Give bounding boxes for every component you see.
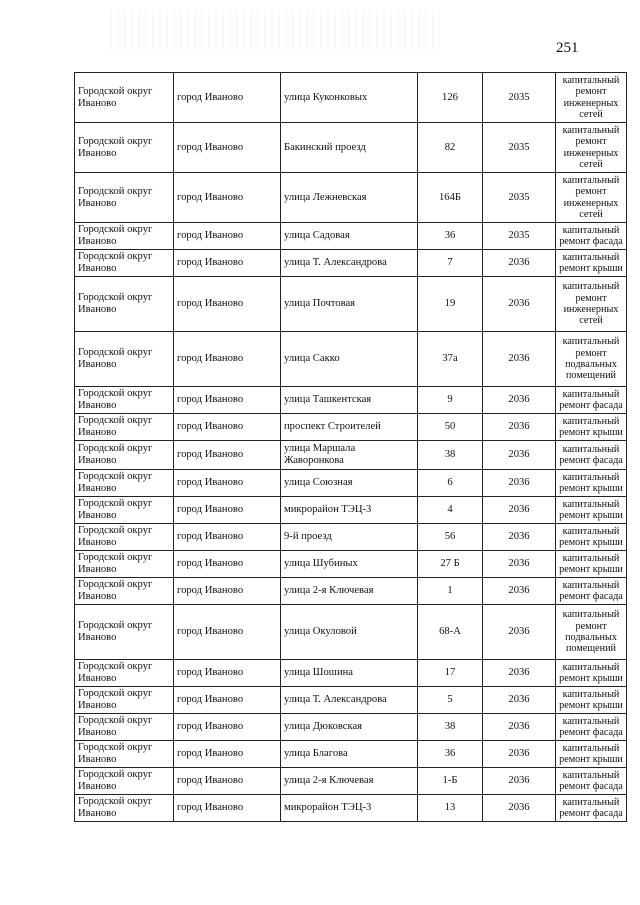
year-cell: 2036: [483, 714, 556, 741]
work-type-cell: капитальный ремонт инженерных сетей: [556, 73, 627, 123]
year-cell: 2036: [483, 387, 556, 414]
scan-artifact: [110, 10, 440, 50]
year-cell: 2036: [483, 687, 556, 714]
street-cell: 9-й проезд: [281, 524, 418, 551]
table-row: [75, 470, 627, 497]
work-type-cell: капитальный ремонт крыши: [556, 250, 627, 277]
table-row: [75, 123, 627, 173]
year-cell: 2036: [483, 578, 556, 605]
house-number-cell: 68-А: [418, 605, 483, 660]
house-number-cell: 50: [418, 414, 483, 441]
street-cell: улица Т. Александрова: [281, 687, 418, 714]
year-cell: 2036: [483, 470, 556, 497]
table-body: [75, 73, 627, 822]
street-cell: улица Союзная: [281, 470, 418, 497]
settlement-cell: город Иваново: [174, 687, 281, 714]
street-cell: улица Куконковых: [281, 73, 418, 123]
house-number-cell: 6: [418, 470, 483, 497]
house-number-cell: 19: [418, 277, 483, 332]
house-number-cell: 126: [418, 73, 483, 123]
table-row: [75, 660, 627, 687]
table-row: [75, 414, 627, 441]
work-type-cell: капитальный ремонт крыши: [556, 414, 627, 441]
municipality-cell: Городской округ Иваново: [75, 687, 174, 714]
house-number-cell: 164Б: [418, 173, 483, 223]
municipality-cell: Городской округ Иваново: [75, 277, 174, 332]
year-cell: 2036: [483, 741, 556, 768]
work-type-cell: капитальный ремонт крыши: [556, 741, 627, 768]
street-cell: улица Ташкентская: [281, 387, 418, 414]
table-row: [75, 605, 627, 660]
street-cell: улица Благова: [281, 741, 418, 768]
settlement-cell: город Иваново: [174, 277, 281, 332]
house-number-cell: 7: [418, 250, 483, 277]
work-type-cell: капитальный ремонт крыши: [556, 524, 627, 551]
municipality-cell: Городской округ Иваново: [75, 714, 174, 741]
settlement-cell: город Иваново: [174, 605, 281, 660]
municipality-cell: Городской округ Иваново: [75, 497, 174, 524]
work-type-cell: капитальный ремонт крыши: [556, 687, 627, 714]
year-cell: 2036: [483, 441, 556, 470]
municipality-cell: Городской округ Иваново: [75, 387, 174, 414]
house-number-cell: 1-Б: [418, 768, 483, 795]
street-cell: улица Окуловой: [281, 605, 418, 660]
municipality-cell: Городской округ Иваново: [75, 441, 174, 470]
settlement-cell: город Иваново: [174, 123, 281, 173]
work-type-cell: капитальный ремонт подвальных помещений: [556, 605, 627, 660]
settlement-cell: город Иваново: [174, 497, 281, 524]
municipality-cell: Городской округ Иваново: [75, 414, 174, 441]
settlement-cell: город Иваново: [174, 387, 281, 414]
house-number-cell: 82: [418, 123, 483, 173]
street-cell: Бакинский проезд: [281, 123, 418, 173]
table-row: [75, 741, 627, 768]
year-cell: 2036: [483, 250, 556, 277]
house-number-cell: 4: [418, 497, 483, 524]
year-cell: 2036: [483, 605, 556, 660]
year-cell: 2035: [483, 223, 556, 250]
municipality-cell: Городской округ Иваново: [75, 795, 174, 822]
street-cell: улица Лежневская: [281, 173, 418, 223]
table-row: [75, 551, 627, 578]
work-type-cell: капитальный ремонт инженерных сетей: [556, 123, 627, 173]
work-type-cell: капитальный ремонт подвальных помещений: [556, 332, 627, 387]
year-cell: 2036: [483, 497, 556, 524]
table-row: [75, 173, 627, 223]
settlement-cell: город Иваново: [174, 795, 281, 822]
house-number-cell: 38: [418, 441, 483, 470]
table-row: [75, 524, 627, 551]
house-number-cell: 13: [418, 795, 483, 822]
work-type-cell: капитальный ремонт инженерных сетей: [556, 277, 627, 332]
work-type-cell: капитальный ремонт крыши: [556, 497, 627, 524]
street-cell: улица 2-я Ключевая: [281, 768, 418, 795]
work-type-cell: капитальный ремонт фасада: [556, 714, 627, 741]
settlement-cell: город Иваново: [174, 173, 281, 223]
year-cell: 2036: [483, 660, 556, 687]
municipality-cell: Городской округ Иваново: [75, 332, 174, 387]
table-row: [75, 768, 627, 795]
house-number-cell: 36: [418, 741, 483, 768]
municipality-cell: Городской округ Иваново: [75, 223, 174, 250]
settlement-cell: город Иваново: [174, 73, 281, 123]
year-cell: 2036: [483, 332, 556, 387]
street-cell: улица Дюковская: [281, 714, 418, 741]
year-cell: 2035: [483, 123, 556, 173]
municipality-cell: Городской округ Иваново: [75, 768, 174, 795]
work-type-cell: капитальный ремонт фасада: [556, 768, 627, 795]
house-number-cell: 36: [418, 223, 483, 250]
year-cell: 2035: [483, 173, 556, 223]
table-row: [75, 250, 627, 277]
settlement-cell: город Иваново: [174, 414, 281, 441]
year-cell: 2035: [483, 73, 556, 123]
house-number-cell: 17: [418, 660, 483, 687]
year-cell: 2036: [483, 551, 556, 578]
house-number-cell: 1: [418, 578, 483, 605]
table-row: [75, 578, 627, 605]
house-number-cell: 5: [418, 687, 483, 714]
street-cell: улица Шошина: [281, 660, 418, 687]
table-row: [75, 277, 627, 332]
house-number-cell: 37а: [418, 332, 483, 387]
year-cell: 2036: [483, 795, 556, 822]
work-type-cell: капитальный ремонт крыши: [556, 551, 627, 578]
table-row: [75, 332, 627, 387]
settlement-cell: город Иваново: [174, 470, 281, 497]
table-row: [75, 441, 627, 470]
year-cell: 2036: [483, 768, 556, 795]
municipality-cell: Городской округ Иваново: [75, 741, 174, 768]
municipality-cell: Городской округ Иваново: [75, 73, 174, 123]
house-number-cell: 38: [418, 714, 483, 741]
municipality-cell: Городской округ Иваново: [75, 250, 174, 277]
municipality-cell: Городской округ Иваново: [75, 578, 174, 605]
municipality-cell: Городской округ Иваново: [75, 524, 174, 551]
work-type-cell: капитальный ремонт инженерных сетей: [556, 173, 627, 223]
street-cell: улица Т. Александрова: [281, 250, 418, 277]
settlement-cell: город Иваново: [174, 741, 281, 768]
municipality-cell: Городской округ Иваново: [75, 173, 174, 223]
work-type-cell: капитальный ремонт крыши: [556, 660, 627, 687]
street-cell: улица Сакко: [281, 332, 418, 387]
street-cell: микрорайон ТЭЦ-3: [281, 497, 418, 524]
settlement-cell: город Иваново: [174, 551, 281, 578]
year-cell: 2036: [483, 277, 556, 332]
work-type-cell: капитальный ремонт фасада: [556, 441, 627, 470]
settlement-cell: город Иваново: [174, 332, 281, 387]
municipality-cell: Городской округ Иваново: [75, 660, 174, 687]
year-cell: 2036: [483, 414, 556, 441]
house-number-cell: 27 Б: [418, 551, 483, 578]
work-type-cell: капитальный ремонт фасада: [556, 795, 627, 822]
table-row: [75, 795, 627, 822]
settlement-cell: город Иваново: [174, 768, 281, 795]
settlement-cell: город Иваново: [174, 223, 281, 250]
year-cell: 2036: [483, 524, 556, 551]
settlement-cell: город Иваново: [174, 714, 281, 741]
settlement-cell: город Иваново: [174, 441, 281, 470]
work-type-cell: капитальный ремонт фасада: [556, 578, 627, 605]
work-type-cell: капитальный ремонт крыши: [556, 470, 627, 497]
settlement-cell: город Иваново: [174, 578, 281, 605]
page-number: 251: [556, 40, 579, 56]
street-cell: улица Маршала Жаворонкова: [281, 441, 418, 470]
street-cell: улица Садовая: [281, 223, 418, 250]
table-row: [75, 387, 627, 414]
work-type-cell: капитальный ремонт фасада: [556, 223, 627, 250]
repair-schedule-table: [74, 72, 627, 822]
street-cell: улица Почтовая: [281, 277, 418, 332]
street-cell: проспект Строителей: [281, 414, 418, 441]
settlement-cell: город Иваново: [174, 250, 281, 277]
municipality-cell: Городской округ Иваново: [75, 551, 174, 578]
table-row: [75, 73, 627, 123]
table-row: [75, 714, 627, 741]
work-type-cell: капитальный ремонт фасада: [556, 387, 627, 414]
municipality-cell: Городской округ Иваново: [75, 605, 174, 660]
street-cell: улица 2-я Ключевая: [281, 578, 418, 605]
table-row: [75, 687, 627, 714]
table-row: [75, 497, 627, 524]
street-cell: микрорайон ТЭЦ-3: [281, 795, 418, 822]
municipality-cell: Городской округ Иваново: [75, 123, 174, 173]
house-number-cell: 9: [418, 387, 483, 414]
municipality-cell: Городской округ Иваново: [75, 470, 174, 497]
table-row: [75, 223, 627, 250]
settlement-cell: город Иваново: [174, 660, 281, 687]
house-number-cell: 56: [418, 524, 483, 551]
street-cell: улица Шубиных: [281, 551, 418, 578]
settlement-cell: город Иваново: [174, 524, 281, 551]
